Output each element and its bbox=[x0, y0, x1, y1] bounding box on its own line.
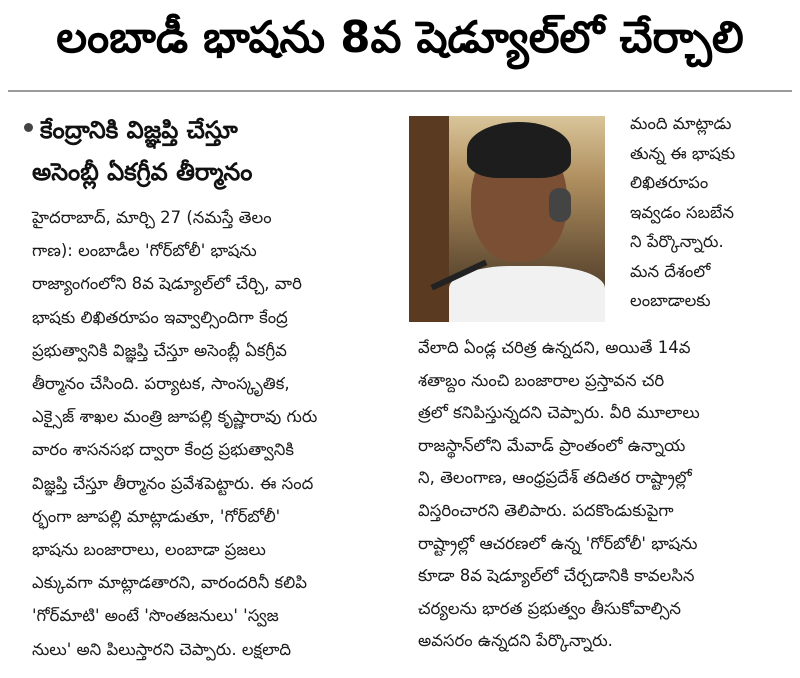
left-column-line: ఎక్కువగా మాట్లాడతారని, వారందరినీ కలిపి bbox=[32, 573, 307, 593]
subhead-1 bbox=[40, 112, 238, 148]
right-narrow-column-line: మంది మాట్లాడు bbox=[630, 114, 732, 133]
left-column-line: ప్రభుత్వానికి విజ్ఞప్తి చేస్తూ అసెంబ్లీ ఏకగ్రీవ bbox=[32, 340, 287, 360]
subhead-2: అసెంబ్లీ ఏకగ్రీవ తీర్మానం bbox=[32, 158, 253, 186]
right-narrow-column-line: మన దేశంలో bbox=[630, 261, 711, 281]
right-narrow-column-line: లిఖితరూపం bbox=[630, 173, 709, 192]
left-column-line: రాజ్యాంగంలోని 8వ షెడ్యూల్‌లో చేర్చి, వారి bbox=[32, 274, 302, 294]
left-column-line: తీర్మానం చేసింది. పర్యాటక, సాంస్కృతిక, bbox=[32, 374, 290, 393]
left-column-line: భాషను బంజారాలు, లంబాడా ప్రజలు bbox=[32, 540, 266, 559]
right-narrow-column-line: ని పేర్కొన్నారు. bbox=[630, 232, 724, 251]
subhead-1-text: కేంద్రానికి విజ్ఞప్తి చేస్తూ bbox=[40, 116, 238, 144]
left-column-line: గాణ): లంబాడీల 'గోర్‌బోలీ' భాషను bbox=[32, 241, 257, 261]
headset-icon bbox=[549, 188, 571, 222]
left-column-line: విజ్ఞప్తి చేస్తూ తీర్మానం ప్రవేశపెట్టారు. ఈ సంద bbox=[32, 473, 314, 493]
right-column-line: విస్తరించారని తెలిపారు. పదకొండుకుపైగా bbox=[418, 501, 674, 520]
left-column-line: ఎక్సైజ్ శాఖల మంత్రి జూపల్లి కృష్ణారావు గురు bbox=[32, 407, 318, 427]
right-narrow-column-line: లంబాడాలకు bbox=[630, 291, 711, 310]
bullet-icon bbox=[24, 123, 33, 132]
right-column-line: ని, తెలంగాణ, ఆంధ్రప్రదేశ్ తదితర రాష్ట్రాల్లో bbox=[418, 468, 692, 488]
left-column-line: హైదరాబాద్, మార్చి 27 (నమస్తే తెలం bbox=[32, 208, 272, 227]
right-column-line: కూడా 8వ షెడ్యూల్‌లో చేర్చడానికి కావలసిన bbox=[418, 566, 695, 586]
headline-divider bbox=[8, 90, 792, 92]
right-column-line: వేలాది ఏండ్ల చరిత్ర ఉన్నదని, అయితే 14వ bbox=[418, 338, 691, 357]
right-narrow-column-line: తున్న ఈ భాషకు bbox=[630, 143, 736, 163]
left-column-line: 'గోర్‌మాటి' అంటే 'సొంతజనులు' 'స్వజ bbox=[32, 606, 279, 626]
right-narrow-column-line: ఇవ్వడం సబబేన bbox=[630, 202, 734, 222]
left-column-line: ర్భంగా జూపల్లి మాట్లాడుతూ, 'గోర్‌బోలీ' bbox=[32, 506, 281, 526]
right-column-line: చర్యలను భారత ప్రభుత్వం తీసుకోవాల్సిన bbox=[418, 598, 682, 618]
left-column-line: వారం శాసనసభ ద్వారా కేంద్ర ప్రభుత్వానికి bbox=[32, 440, 294, 460]
left-column-line: భాషకు లిఖితరూపం ఇవ్వాల్సిందిగా కేంద్ర bbox=[32, 307, 288, 327]
article-photo bbox=[409, 116, 605, 322]
right-column-line: అవసరం ఉన్నదని పేర్కొన్నారు. bbox=[418, 631, 613, 651]
left-column-line: నులు' అని పిలుస్తారని చెప్పారు. లక్షలాది bbox=[32, 639, 292, 659]
right-column-line: శతాబ్దం నుంచి బంజారాల ప్రస్తావన చరి bbox=[418, 370, 665, 390]
right-column-line: రాష్ట్రాల్లో ఆచరణలో ఉన్న 'గోర్‌బోలీ' భాషను bbox=[418, 533, 698, 553]
photo-background-panel bbox=[409, 116, 449, 322]
article-headline: లంబాడీ భాషను 8వ షెడ్యూల్‌లో చేర్చాలి bbox=[56, 13, 744, 63]
right-column-line: రాజస్థాన్‌లోని మేవాడ్ ప్రాంతంలో ఉన్నాయ bbox=[418, 435, 686, 455]
photo-hair bbox=[467, 122, 571, 178]
photo-shirt bbox=[449, 266, 605, 322]
right-column-line: త్రలో కనిపిస్తున్నదని చెప్పారు. వీరి మూలాలు bbox=[418, 403, 700, 423]
